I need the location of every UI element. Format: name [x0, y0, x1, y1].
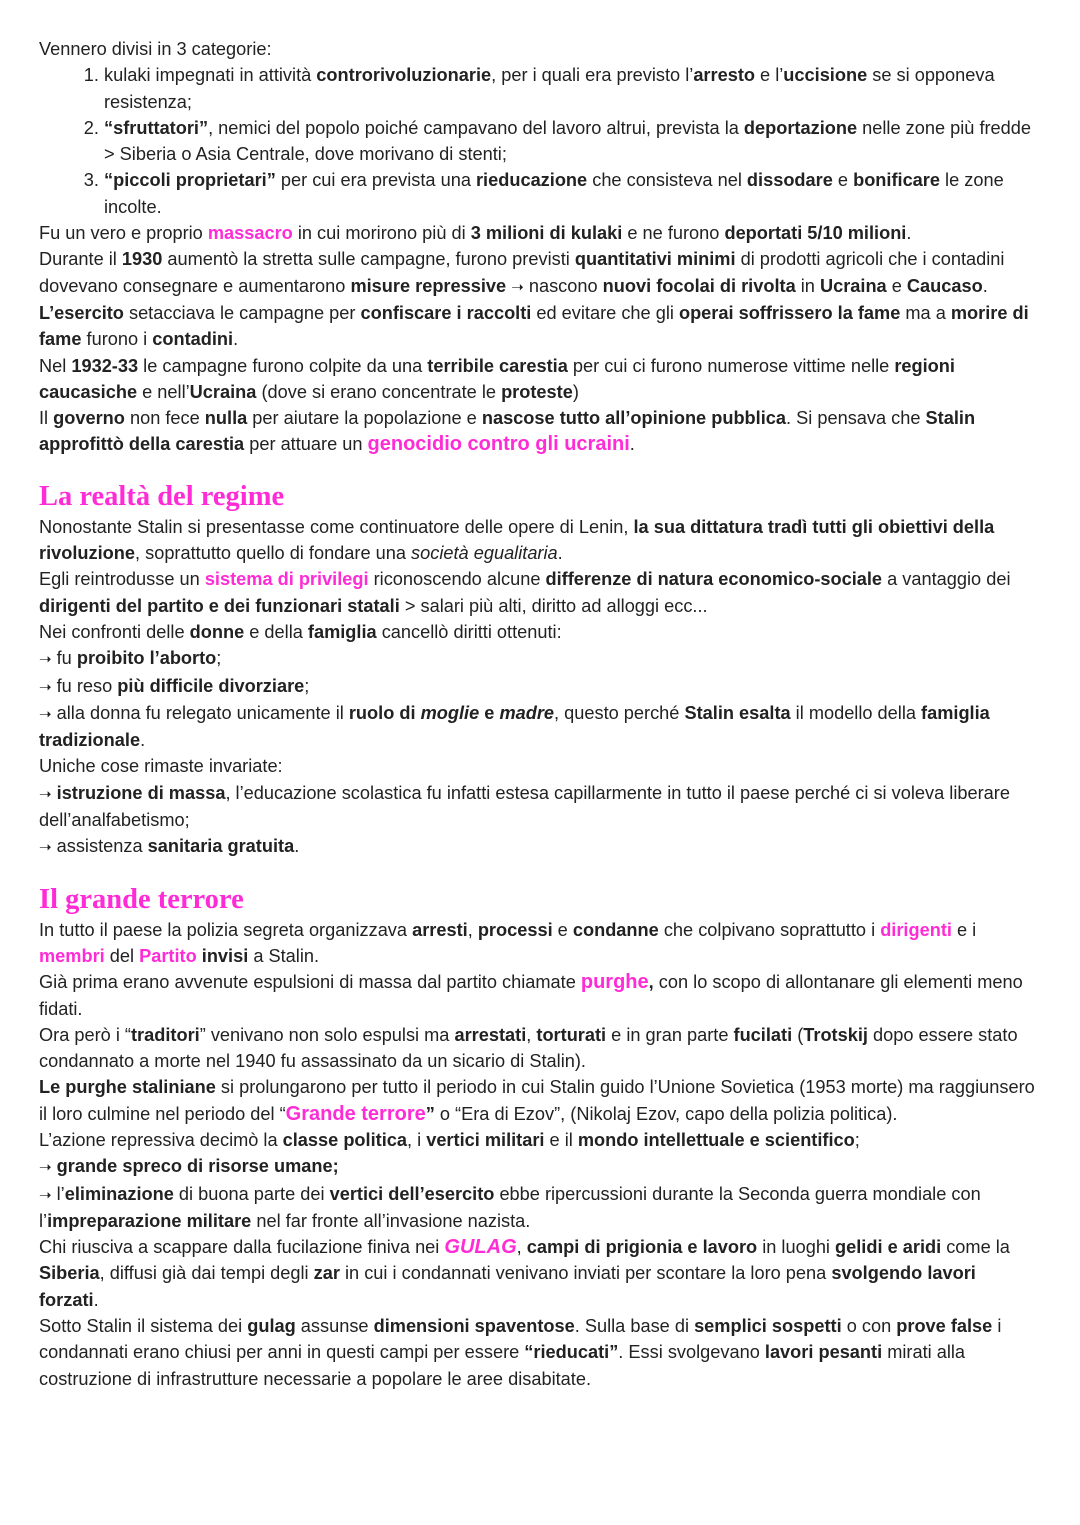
emphasis-run: Partito: [139, 945, 197, 966]
text-run: con lo scopo di allontanare gli elementi meno fidati.: [39, 972, 1023, 1019]
text-run: > salari più alti, diritto ad alloggi ecc...: [399, 595, 708, 616]
emphasis-run: Grande terrore: [285, 1102, 426, 1125]
emphasis-run: Stalin approfittò della carestia: [39, 408, 976, 455]
emphasis-run: regioni caucasiche: [39, 355, 955, 402]
arrow-icon: ➝: [39, 784, 52, 803]
arrow-icon: ➝: [39, 838, 52, 857]
paragraph: [39, 566, 1040, 619]
text-run: Chi riusciva a scappare dalla fucilazione finiva nei: [39, 1237, 445, 1258]
emphasis-run: ”: [425, 1103, 435, 1124]
text-run: alla donna fu relegato unicamente il: [51, 702, 349, 723]
text-run: e della: [244, 621, 308, 642]
paragraph: [39, 1022, 1040, 1075]
emphasis-run: L’esercito: [39, 302, 124, 323]
emphasis-run: svolgendo lavori forzati: [39, 1263, 976, 1310]
text-run: assunse: [295, 1316, 374, 1337]
emphasis-run: misure repressive: [350, 275, 507, 296]
emphasis-run: eliminazione: [64, 1183, 174, 1204]
emphasis-run: Siberia: [39, 1263, 100, 1284]
emphasis-run: dirigenti: [880, 919, 952, 940]
text-run: , nemici del popolo poiché campavano del lavoro altrui, prevista la: [208, 117, 744, 138]
section-kulaki-body: [39, 220, 1040, 458]
emphasis-run: traditori: [130, 1024, 200, 1045]
text-run: . Sulla base di: [574, 1316, 695, 1337]
text-run: o con: [841, 1316, 897, 1337]
text-run: Nei confronti delle: [39, 621, 190, 642]
emphasis-run: nuovi focolai di rivolta: [602, 275, 796, 296]
text-run: in luoghi: [757, 1237, 836, 1258]
paragraph: [39, 753, 1040, 779]
emphasis-run: GULAG: [444, 1236, 517, 1259]
emphasis-run: terribile carestia: [427, 355, 568, 376]
text-run: e: [886, 275, 907, 296]
text-run: .: [294, 836, 300, 857]
text-run: Il: [39, 408, 54, 429]
emphasis-run: “piccoli proprietari”: [104, 170, 276, 191]
emphasis-run: uccisione: [783, 65, 868, 86]
text-run: Fu un vero e proprio: [39, 223, 208, 244]
text-run: ;: [854, 1129, 860, 1150]
arrow-icon: ➝: [39, 1158, 52, 1177]
text-run: , per i quali era previsto l’: [491, 65, 694, 86]
paragraph: [39, 969, 1040, 1022]
paragraph: [39, 673, 1040, 700]
emphasis-run: genocidio contro gli ucraini: [367, 433, 630, 456]
text-run: Egli reintrodusse un: [39, 569, 205, 590]
emphasis-run: dissodare: [746, 170, 833, 191]
text-run: Nel: [39, 355, 72, 376]
emphasis-run: operai soffrissero la fame: [678, 302, 901, 323]
emphasis-run: ruolo di: [348, 702, 421, 723]
text-run: per cui ci furono numerose vittime nelle: [567, 355, 895, 376]
emphasis-run: 1930: [121, 249, 163, 270]
emphasis-run: grande spreco di risorse umane;: [56, 1156, 339, 1177]
emphasis-run: dirigenti del partito e dei funzionari statali: [39, 595, 400, 616]
text-run: .: [140, 730, 146, 751]
emphasis-run: classe politica: [282, 1129, 407, 1150]
text-run: Uniche cose rimaste invariate:: [39, 756, 283, 777]
text-run: furono i: [81, 329, 153, 350]
text-run: e ne furono: [622, 223, 725, 244]
text-run: per attuare un: [244, 434, 368, 455]
emphasis-run: Le purghe staliniane: [39, 1077, 216, 1098]
paragraph: [39, 300, 1040, 353]
text-run: e: [552, 919, 573, 940]
paragraph: [39, 246, 1040, 300]
emphasis-run: contadini: [152, 329, 234, 350]
arrow-icon: ➝: [39, 677, 52, 696]
text-run: fu reso: [51, 675, 118, 696]
emphasis-run: lavori pesanti: [764, 1342, 883, 1363]
emphasis-run: istruzione di massa: [56, 782, 226, 803]
emphasis-run: semplici sospetti: [694, 1316, 842, 1337]
emphasis-run: nulla: [204, 408, 248, 429]
section-terrore: [39, 883, 1040, 1392]
text-run: in cui morirono più di: [292, 223, 471, 244]
text-run: in: [795, 275, 820, 296]
emphasis-run: società egualitaria: [411, 543, 558, 564]
text-run: Già prima erano avvenute espulsioni di massa dal partito chiamate: [39, 972, 581, 993]
paragraph: [39, 1313, 1040, 1392]
emphasis-run: “rieducati”: [524, 1342, 619, 1363]
text-run: . Si pensava che: [786, 408, 926, 429]
arrow-icon: ➝: [39, 704, 52, 723]
emphasis-run: donne: [189, 621, 245, 642]
emphasis-run: condanne: [572, 919, 659, 940]
emphasis-run: quantitativi minimi: [574, 249, 736, 270]
text-run: , diffusi già dai tempi degli: [99, 1263, 314, 1284]
paragraph: [39, 917, 1040, 970]
category-item: [104, 167, 1040, 220]
emphasis-run: arresti: [412, 919, 468, 940]
text-run: a vantaggio dei: [882, 569, 1011, 590]
arrow-icon: ➝: [39, 650, 52, 669]
text-run: aumentò la stretta sulle campagne, furono previsti: [162, 249, 575, 270]
emphasis-run: vertici dell’esercito: [329, 1183, 495, 1204]
emphasis-run: proibito l’aborto: [76, 648, 217, 669]
emphasis-run: bonificare: [853, 170, 940, 191]
arrow-icon: ➝: [511, 277, 524, 296]
paragraph: [39, 1234, 1040, 1313]
text-run: .: [557, 543, 563, 564]
text-run: del: [104, 945, 140, 966]
paragraph: [39, 700, 1040, 754]
text-run: .: [233, 329, 239, 350]
text-run: setacciava le campagne per: [123, 302, 361, 323]
text-run: .: [982, 275, 988, 296]
text-run: assistenza: [51, 836, 148, 857]
paragraph: [39, 780, 1040, 834]
text-run: dopo essere stato condannato a morte nel 1940 fu assassinato da un sicario di Stalin).: [39, 1024, 1018, 1072]
emphasis-run: differenze di natura economico-sociale: [545, 569, 883, 590]
paragraph: [39, 353, 1040, 406]
text-run: nelle zone più fredde > Siberia o Asia Centrale, dove morivano di stenti;: [104, 117, 1032, 165]
emphasis-run: prove false: [896, 1316, 993, 1337]
text-run: Ora però i “: [39, 1024, 131, 1045]
paragraph: [39, 1153, 1040, 1180]
emphasis-run: Stalin esalta: [684, 702, 791, 723]
section-regime: [39, 480, 1040, 861]
emphasis-run: rieducazione: [475, 170, 588, 191]
text-run: le campagne furono colpite da una: [138, 355, 428, 376]
section-terrore-body: [39, 917, 1040, 1392]
paragraph: [39, 220, 1040, 246]
categories-list: [39, 62, 1040, 220]
text-run: ;: [216, 648, 222, 669]
emphasis-run: proteste: [501, 381, 573, 402]
emphasis-run: governo: [53, 408, 125, 429]
emphasis-run: purghe: [580, 971, 649, 994]
text-run: ;: [304, 675, 310, 696]
text-run: ): [572, 381, 579, 402]
section-title-regime: La realtà del regime: [39, 480, 285, 512]
emphasis-run: e: [479, 702, 500, 723]
text-run: , soprattutto quello di fondare una: [135, 543, 412, 564]
emphasis-run: fucilati: [733, 1024, 793, 1045]
emphasis-run: arrestati: [454, 1024, 527, 1045]
emphasis-run: morire di fame: [39, 302, 1029, 350]
emphasis-run: membri: [39, 945, 105, 966]
emphasis-run: 1932-33: [71, 355, 139, 376]
text-run: e l’: [754, 65, 784, 86]
text-run: e il: [544, 1129, 578, 1150]
category-item: [104, 62, 1040, 115]
emphasis-run: più difficile divorziare: [117, 675, 305, 696]
text-run: ,: [516, 1237, 527, 1258]
text-run: kulaki impegnati in attività: [104, 65, 317, 86]
text-run: se si opponeva resistenza;: [104, 65, 995, 112]
emphasis-run: Trotskij: [803, 1024, 868, 1045]
emphasis-run: vertici militari: [426, 1129, 545, 1150]
paragraph: [39, 645, 1040, 672]
text-run: ” venivano non solo espulsi ma: [199, 1024, 455, 1045]
text-run: ma a: [900, 302, 951, 323]
text-run: cancellò diritti ottenuti:: [376, 621, 562, 642]
text-run: l’: [51, 1183, 65, 1204]
text-run: i condannati erano chiusi per anni in questi campi per essere: [39, 1316, 1002, 1363]
text-run: Nonostante Stalin si presentasse come continuatore delle opere di Lenin,: [39, 516, 634, 537]
text-run: per aiutare la popolazione e: [247, 408, 482, 429]
text-run: . Essi svolgevano: [618, 1342, 765, 1363]
text-run: in cui i condannati venivano inviati per scontare la loro pena: [339, 1263, 832, 1284]
text-run: di prodotti agricoli che i contadini dovevano consegnare e aumentarono: [39, 249, 1005, 296]
emphasis-run: moglie: [420, 702, 480, 723]
emphasis-run: campi di prigionia e lavoro: [526, 1237, 758, 1258]
emphasis-run: confiscare i raccolti: [360, 302, 532, 323]
text-run: o “Era di Ezov”, (Nikolaj Ezov, capo della polizia politica).: [434, 1103, 898, 1124]
emphasis-run: 3 milioni di kulaki: [470, 223, 623, 244]
text-run: In tutto il paese la polizia segreta organizzava: [39, 919, 413, 940]
emphasis-run: massacro: [207, 223, 293, 244]
text-run: si prolungarono per tutto il periodo in cui Stalin guido l’Unione Sovietica (1953 morte) ma raggiunsero il loro culmine nel periodo del “: [39, 1077, 1035, 1124]
text-run: ed evitare che gli: [531, 302, 679, 323]
emphasis-run: Ucraina: [189, 381, 257, 402]
text-run: ebbe ripercussioni durante la Seconda guerra mondiale con l’: [39, 1183, 981, 1231]
text-run: nascono: [523, 275, 603, 296]
text-run: che colpivano soprattutto i: [658, 919, 881, 940]
paragraph: [39, 1127, 1040, 1153]
text-run: , l’educazione scolastica fu infatti estesa capillarmente in tutto il paese perché ci si voleva liberare dell’analfabetismo;: [39, 782, 1010, 831]
category-item: [104, 115, 1040, 168]
text-run: le zone incolte.: [104, 170, 1004, 217]
paragraph: [39, 1181, 1040, 1235]
emphasis-run: mondo intellettuale e scientifico: [577, 1129, 855, 1150]
emphasis-run: deportati 5/10 milioni: [724, 223, 907, 244]
emphasis-run: processi: [477, 919, 553, 940]
emphasis-run: famiglia tradizionale: [39, 702, 990, 751]
text-run: il modello della: [790, 702, 922, 723]
emphasis-run: controrivoluzionarie: [316, 65, 492, 86]
emphasis-run: arresto: [693, 65, 755, 86]
arrow-icon: ➝: [39, 1185, 52, 1204]
text-run: Durante il: [39, 249, 122, 270]
section-title-terrore: Il grande terrore: [39, 883, 244, 915]
emphasis-run: deportazione: [743, 117, 858, 138]
section-kulaki: [39, 36, 1040, 458]
text-run: fu: [51, 648, 77, 669]
emphasis-run: invisi: [201, 945, 249, 966]
text-run: di buona parte dei: [173, 1183, 330, 1204]
emphasis-run: famiglia: [307, 621, 377, 642]
emphasis-run: ,: [648, 972, 654, 993]
text-run: come la: [941, 1237, 1010, 1258]
text-run: .: [629, 434, 635, 455]
text-run: , i: [407, 1129, 427, 1150]
text-run: (: [792, 1024, 804, 1045]
emphasis-run: dimensioni spaventose: [373, 1316, 575, 1337]
emphasis-run: zar: [313, 1263, 340, 1284]
text-run: per cui era prevista una: [275, 170, 476, 191]
text-run: , questo perché: [554, 702, 685, 723]
text-run: ,: [526, 1024, 537, 1045]
paragraph: [39, 1074, 1040, 1127]
emphasis-run: “sfruttatori”: [104, 117, 209, 138]
emphasis-run: torturati: [536, 1024, 607, 1045]
intro-paragraph: Vennero divisi in 3 categorie:: [39, 39, 272, 59]
text-run: riconoscendo alcune: [368, 569, 546, 590]
text-run: L’azione repressiva decimò la: [39, 1129, 283, 1150]
emphasis-run: gulag: [247, 1316, 296, 1337]
section-regime-body: [39, 514, 1040, 861]
text-run: .: [93, 1289, 99, 1310]
text-run: che consisteva nel: [587, 170, 747, 191]
text-run: e: [832, 170, 854, 191]
text-run: Sotto Stalin il sistema dei: [39, 1316, 248, 1337]
text-run: e i: [951, 919, 977, 940]
text-run: ,: [467, 919, 478, 940]
text-run: a Stalin.: [248, 945, 320, 966]
paragraph: [39, 514, 1040, 567]
paragraph: [39, 405, 1040, 458]
paragraph: [39, 619, 1040, 645]
text-run: mirati alla costruzione di infrastrutture necessarie a popolare le aree disabitate.: [39, 1342, 966, 1389]
emphasis-run: madre: [499, 702, 555, 723]
text-run: e in gran parte: [606, 1024, 734, 1045]
emphasis-run: Ucraina: [819, 275, 887, 296]
emphasis-run: impreparazione militare: [47, 1210, 252, 1231]
emphasis-run: la sua dittatura tradì tutti gli obiettivi della rivoluzione: [39, 516, 995, 564]
emphasis-run: sistema di privilegi: [204, 569, 369, 590]
text-run: .: [906, 223, 912, 244]
emphasis-run: nascose tutto all’opinione pubblica: [481, 408, 787, 429]
paragraph: [39, 833, 1040, 860]
emphasis-run: Caucaso: [906, 275, 983, 296]
text-run: nel far fronte all’invasione nazista.: [251, 1210, 531, 1231]
emphasis-run: sanitaria gratuita: [147, 836, 295, 857]
text-run: non fece: [124, 408, 205, 429]
emphasis-run: gelidi e aridi: [835, 1237, 942, 1258]
text-run: e nell’: [137, 381, 190, 402]
text-run: (dove si erano concentrate le: [256, 381, 502, 402]
